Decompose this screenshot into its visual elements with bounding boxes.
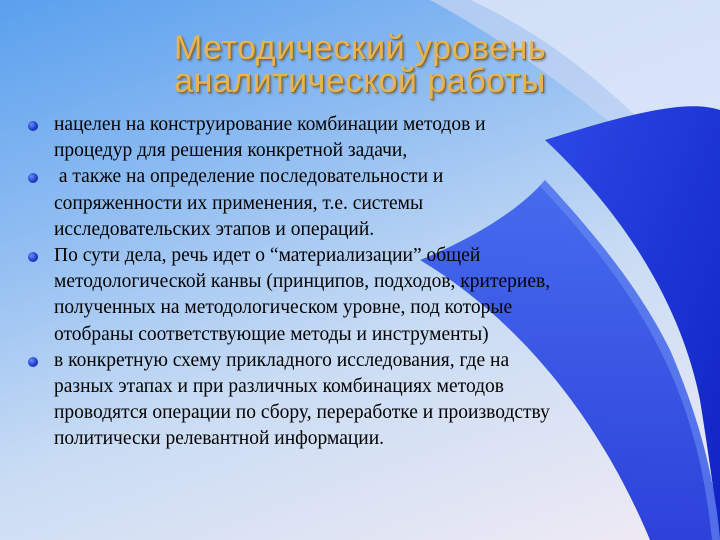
- title-line-2: аналитической работы: [174, 62, 546, 100]
- bullet-line: нацелен на конструирование комбинации методов и: [54, 114, 486, 135]
- bullet-dot-icon: [28, 121, 38, 131]
- bullet-item: [22, 243, 692, 348]
- slide-title: [110, 29, 610, 100]
- bullet-line: исследовательских этапов и операций.: [54, 218, 375, 240]
- bullet-line: политически релевантной информации.: [54, 428, 385, 450]
- bullet-item: [22, 164, 692, 243]
- bullet-line: По сути дела, речь идет о “материализации” общей: [54, 245, 481, 267]
- bullet-line: а также на определение последовательности и: [54, 166, 444, 188]
- bullet-dot-icon: [28, 173, 38, 183]
- bullet-line: сопряженности их применения, т.е. системы: [54, 192, 424, 214]
- bullet-item: [22, 112, 692, 164]
- title-line-1: Методический уровень: [173, 29, 547, 67]
- bullet-item: [22, 348, 692, 453]
- bullet-line: полученных на методологическом уровне, под которые: [54, 297, 513, 319]
- bullet-list: [22, 112, 692, 453]
- bullet-line: разных этапах и при различных комбинациях методов: [54, 376, 505, 398]
- bullet-line: проводятся операции по сбору, переработке и производству: [54, 402, 550, 424]
- bullet-line: методологической канвы (принципов, подходов, критериев,: [54, 271, 551, 293]
- bullet-dot-icon: [28, 357, 38, 367]
- bullet-line: процедур для решения конкретной задачи,: [54, 140, 408, 162]
- bullet-dot-icon: [28, 252, 38, 262]
- bullet-line: в конкретную схему прикладного исследования, где на: [54, 349, 510, 371]
- bullet-line: отобраны соответствующие методы и инструменты): [54, 323, 489, 345]
